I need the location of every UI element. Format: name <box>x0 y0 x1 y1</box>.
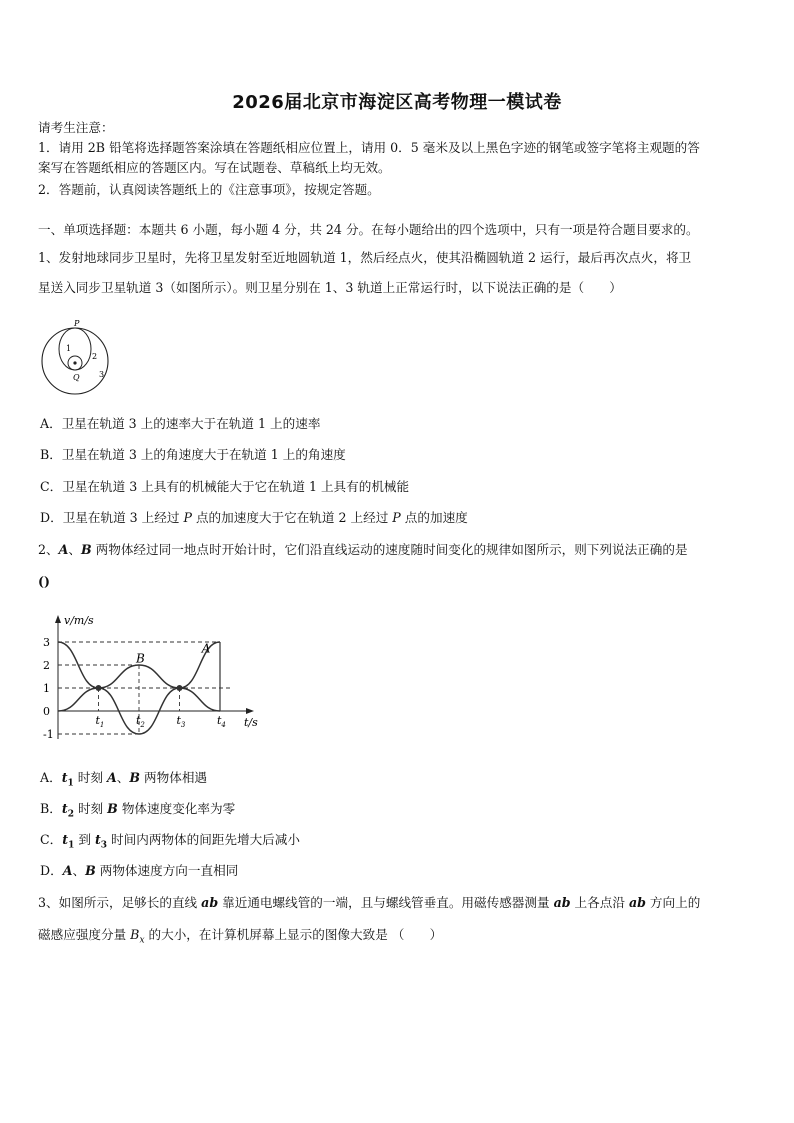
velocity-time-chart <box>38 608 272 750</box>
q2-option-c: C．$t_1$ 到 $t_3$ 时间内两物体的间距先增大后减小 <box>40 832 300 851</box>
x-tick-label: $t_3$ <box>176 714 186 729</box>
q2-option-a: A．$t_1$ 时刻 A、B 两物体相遇 <box>40 770 208 789</box>
x-axis-label: t/s <box>244 716 258 729</box>
orbit-2-label: 2 <box>92 352 98 361</box>
y-tick-label: 3 <box>43 636 50 649</box>
y-tick-label: 1 <box>43 682 50 695</box>
y-tick-label: 0 <box>43 705 50 718</box>
notice-item-1b: 案写在答题纸相应的答题区内。写在试题卷、草稿纸上均无效。 <box>38 160 391 175</box>
orbit-diagram <box>38 314 118 396</box>
page-title: 2026届北京市海淀区高考物理一模试卷 <box>232 92 562 113</box>
earth-dot <box>73 361 76 364</box>
q2-line-2: () <box>38 574 50 589</box>
q3-line-2: 磁感应强度分量 $B_x$ 的大小，在计算机屏幕上显示的图像大致是 （ ） <box>38 927 443 946</box>
orbit-1-label: 1 <box>66 344 72 353</box>
x-tick-label: $t_2$ <box>136 714 145 729</box>
q2-line-1: 2、A、B 两物体经过同一地点时开始计时，它们沿直线运动的速度随时间变化的规律如图所示，则下列说法正确的是 <box>38 542 688 557</box>
section-heading: 一、单项选择题：本题共 6 小题，每小题 4 分，共 24 分。在每小题给出的四个选项中，只有一项是符合题目要求的。 <box>38 222 699 237</box>
q1-option-c: C．卫星在轨道 3 上具有的机械能大于它在轨道 1 上具有的机械能 <box>40 479 410 494</box>
intersection-dot <box>96 685 102 691</box>
notice-header: 请考生注意： <box>38 120 114 135</box>
point-p-label: P <box>74 319 80 328</box>
q1-option-a: A．卫星在轨道 3 上的速率大于在轨道 1 上的速率 <box>40 416 321 431</box>
y-tick-label: 2 <box>43 659 50 672</box>
notice-item-1a: 1．请用 2B 铅笔将选择题答案涂填在答题纸相应位置上，请用 0．5 毫米及以上黑色字迹的钢笔或签字笔将主观题的答 <box>38 140 700 155</box>
q1-line-1: 1、发射地球同步卫星时，先将卫星发射至近地圆轨道 1，然后经点火，使其沿椭圆轨道 2 运行，最后再次点火，将卫 <box>38 250 692 265</box>
q1-line-2: 星送入同步卫星轨道 3（如图所示）。则卫星分别在 1、3 轨道上正常运行时，以下说法正确的是（ ） <box>38 280 622 295</box>
x-tick-label: $t_4$ <box>217 714 226 729</box>
notice-item-2: 2．答题前，认真阅读答题纸上的《注意事项》，按规定答题。 <box>38 182 380 197</box>
orbit-3-circle <box>42 328 108 394</box>
intersection-dot <box>177 685 183 691</box>
x-axis-arrow <box>246 708 254 714</box>
q1-option-b: B．卫星在轨道 3 上的角速度大于在轨道 1 上的角速度 <box>40 447 346 462</box>
q2-option-d: D．A、B 两物体速度方向一直相同 <box>40 863 239 878</box>
q2-option-b: B．$t_2$ 时刻 B 物体速度变化率为零 <box>40 801 236 820</box>
orbit-3-label: 3 <box>99 370 105 379</box>
point-q-label: Q <box>73 373 80 382</box>
x-tick-label: $t_1$ <box>95 714 105 729</box>
q1-option-d: D．卫星在轨道 3 上经过 P 点的加速度大于它在轨道 2 上经过 P 点的加速度 <box>40 510 468 525</box>
series-a-label: A <box>201 641 211 656</box>
y-tick-label: -1 <box>43 728 54 741</box>
series-b-label: B <box>136 651 145 666</box>
y-axis-label: v/m/s <box>64 614 94 627</box>
q3-line-1: 3、如图所示，足够长的直线 ab 靠近通电螺线管的一端，且与螺线管垂直。用磁传感器测量 ab 上各点沿 ab 方向上的 <box>38 895 701 910</box>
y-axis-arrow <box>55 615 61 623</box>
